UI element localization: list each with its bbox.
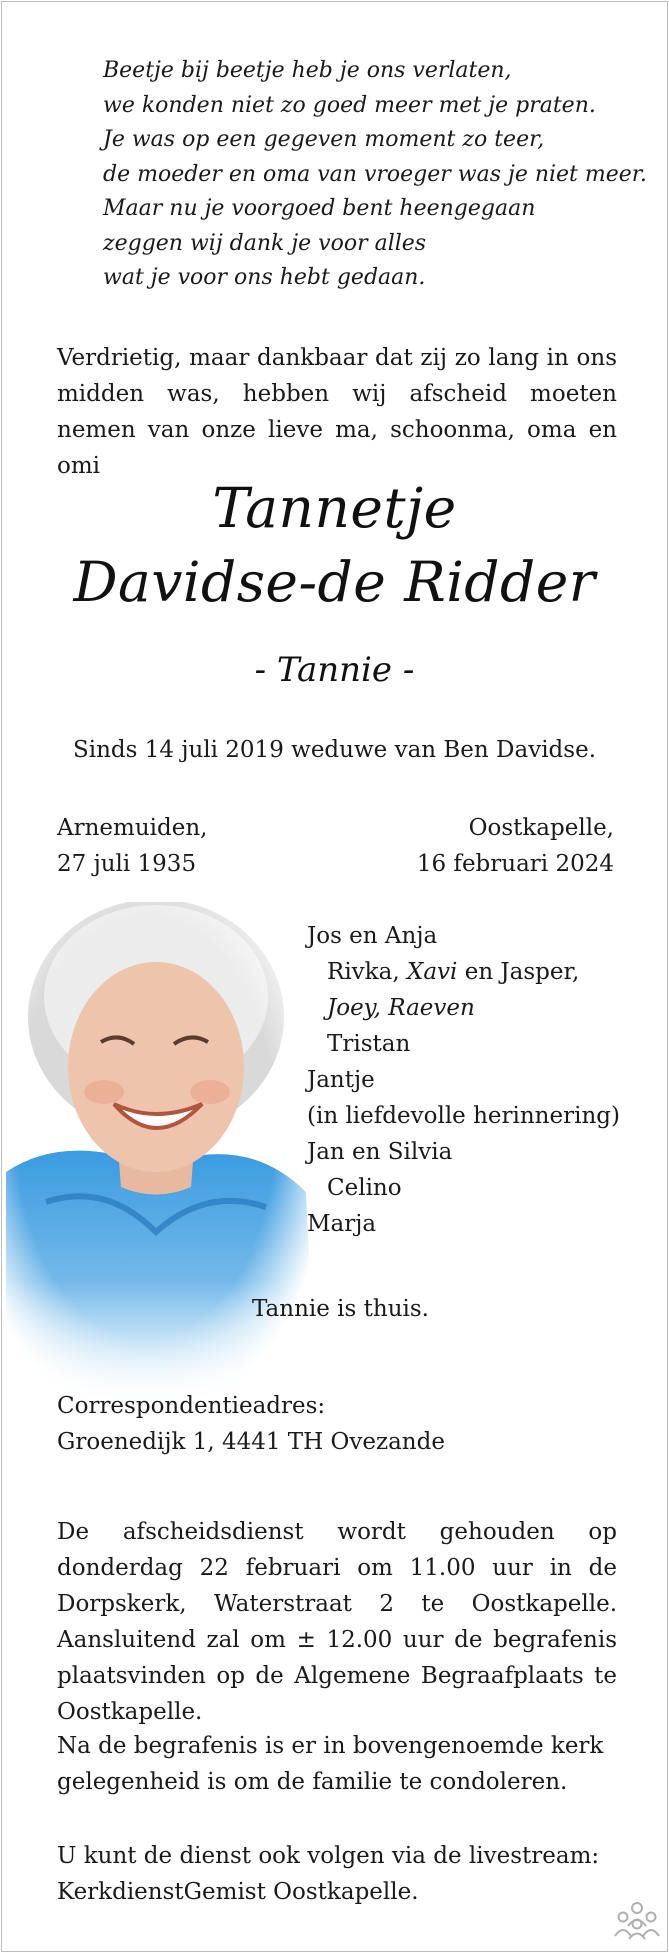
family-member: Jos en Anja	[307, 923, 438, 949]
poem-line: Je was op een gegeven moment zo teer,	[103, 127, 545, 152]
poem-line: Maar nu je voorgoed bent heengegaan	[103, 196, 536, 221]
livestream-line: KerkdienstGemist Oostkapelle.	[57, 1879, 419, 1905]
deceased-last-name: Davidse-de Ridder	[73, 550, 596, 614]
family-list	[307, 918, 620, 1242]
obituary-card	[1, 1, 668, 1952]
poem-line: we konden niet zo goed meer met je praten.	[103, 92, 596, 118]
deceased-first-name: Tannetje	[212, 476, 457, 540]
family-member: Joey, Raeven	[327, 995, 475, 1021]
family-name: Xavi	[406, 959, 458, 985]
portrait-photo	[6, 902, 316, 1402]
birth-date: 27 juli 1935	[57, 851, 197, 877]
birth-place: Arnemuiden,	[57, 815, 208, 841]
poem-line: zeggen wij dank je voor alles	[103, 230, 427, 256]
intro-text: Verdrietig, maar dankbaar dat zij zo lang in ons midden was, hebben wij afscheid moeten nemen van onze lieve ma, schoonma, oma en omi	[57, 345, 617, 479]
livestream-info	[57, 1838, 617, 1910]
poem	[103, 54, 647, 296]
correspondence-label: Correspondentieadres:	[57, 1393, 326, 1419]
home-note: Tannie is thuis.	[252, 1296, 429, 1322]
correspondence-address: Groenedijk 1, 4441 TH Ovezande	[57, 1429, 445, 1455]
family-member: Jan en Silvia	[307, 1139, 453, 1165]
death-place: Oostkapelle,	[468, 815, 614, 841]
poem-line: Beetje bij beetje heb je ons verlaten,	[103, 58, 512, 83]
poem-line: de moeder en oma van vroeger was je niet meer.	[103, 161, 647, 187]
family-member: Marja	[307, 1211, 377, 1237]
people-logo-icon	[614, 1900, 660, 1940]
condolence-note: Na de begrafenis is er in bovengenoemde kerk gelegenheid is om de familie te condoleren.	[57, 1733, 604, 1795]
family-member: (in liefdevolle herinnering)	[307, 1103, 620, 1129]
poem-line: wat je voor ons hebt gedaan.	[103, 265, 426, 290]
service-details: De afscheidsdienst wordt gehouden op donderdag 22 februari om 11.00 uur in de Dorpskerk, Waterstraat 2 te Oostkapelle. Aansluitend zal om ± 12.00 uur de begrafenis plaatsvinden op de Algemene Begraafplaats te Oostkapelle.	[57, 1519, 617, 1725]
correspondence	[57, 1388, 445, 1460]
family-name: Rivka,	[327, 959, 407, 985]
family-member	[307, 954, 620, 990]
family-member: Jantje	[307, 1067, 375, 1093]
family-member: Tristan	[327, 1031, 411, 1057]
birth-info	[57, 810, 207, 882]
deceased-nickname: - Tannie -	[254, 650, 415, 690]
family-name: en Jasper,	[457, 959, 580, 985]
widow-note: Sinds 14 juli 2019 weduwe van Ben Davidse.	[72, 737, 596, 763]
family-member: Celino	[327, 1175, 402, 1201]
livestream-line: U kunt de dienst ook volgen via de livestream:	[57, 1843, 600, 1869]
death-date: 16 februari 2024	[416, 851, 614, 877]
death-info	[417, 810, 614, 882]
